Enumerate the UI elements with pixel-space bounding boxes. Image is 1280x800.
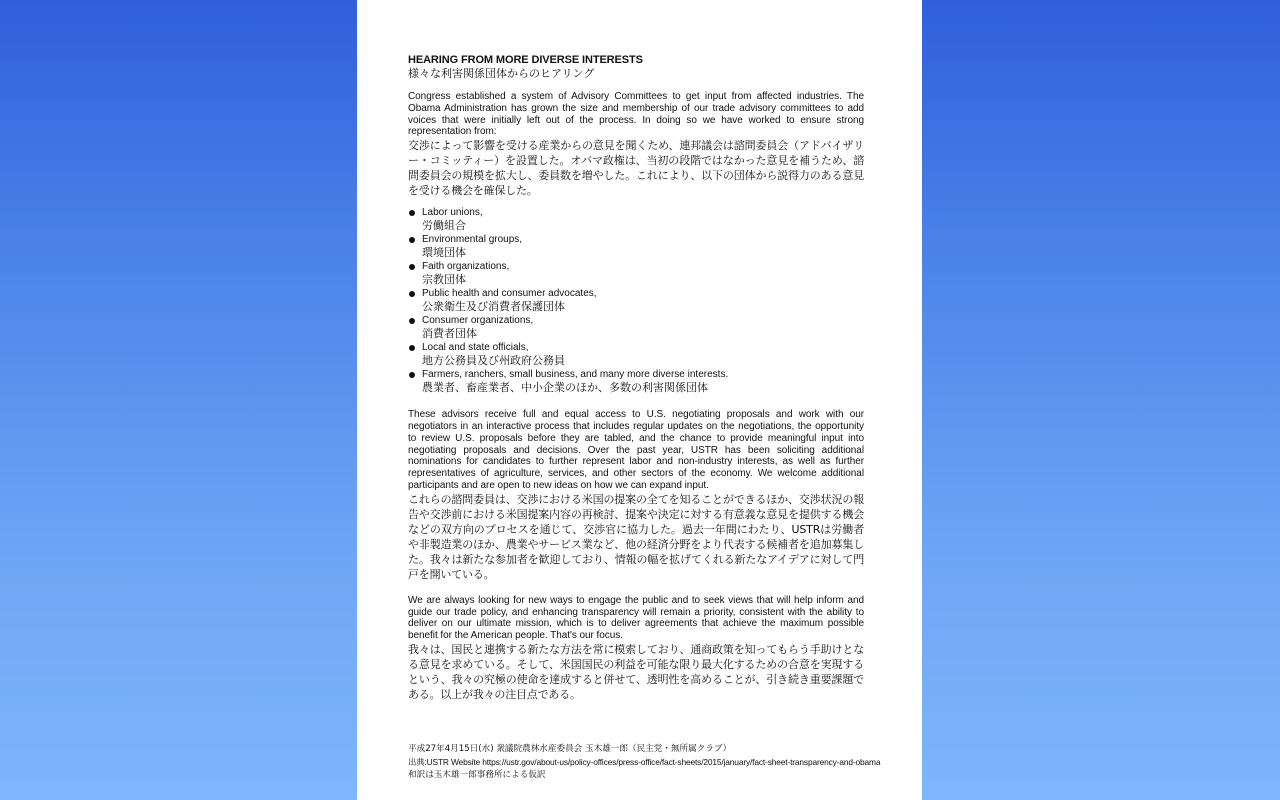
closing-paragraph-en: We are always looking for new ways to engage the public and to seek views that will help inform and guide our trade policy, and enhancing transparency will remain a priority, consistent with the ability to deliver on our ultimate mission, which is to deliver agreements that achieve the maximum possible benefit for the American people. That's our focus. [408, 594, 864, 642]
bullet-icon [409, 345, 415, 351]
advisors-paragraph-en: These advisors receive full and equal access to U.S. negotiating proposals and work with our negotiators in an interactive process that includes regular updates on the negotiations, the opportunity to review U.S. proposals before they are tabled, and the chance to provide meaningful input into negotiating proposals and decisions. Over the past year, USTR has been soliciting additional nominations for candidates to further represent labor and non-industry interests, as well as further representatives of agriculture, services, and other sectors of the economy. We welcome additional participants and are open to new ideas on how we can expand input. [408, 409, 864, 491]
section-title-en: HEARING FROM MORE DIVERSE INTERESTS [408, 54, 643, 66]
advisors-paragraph-ja: これらの諮問委員は、交渉における米国の提案の全てを知ることができるほか、交渉状況の報告や交渉前における米国提案内容の再検討、提案や決定に対する有意義な意見を提供する機会などの双方向のプロセスを通じて、交渉官に協力した。過去一年間にわたり、USTRは労働者や非製造業のほか、農業やサービス業など、他の経済分野をより代表する候補者を追加募集した。我々は新たな参加者を歓迎しており、情報の幅を拡げてくれる新たなアイデアに対して門戸を開いている。 [408, 492, 864, 581]
bullet-icon [409, 237, 415, 243]
footer-translation-note: 和訳は玉木雄一郎事務所による仮訳 [408, 770, 546, 780]
list-item-ja: 労働組合 [422, 219, 466, 233]
bullet-icon [409, 264, 415, 270]
list-item [408, 315, 864, 341]
list-item-en: Labor unions, [422, 207, 483, 219]
footer-source-line: 出典:USTR Website https://ustr.gov/about-us/policy-offices/press-office/fact-sheets/2015/january/fact-sheet-transparency-and-obama [408, 757, 881, 767]
document-footer [408, 743, 881, 782]
list-item-en: Public health and consumer advocates, [422, 288, 597, 300]
list-item [408, 234, 864, 260]
bullet-icon [409, 372, 415, 378]
list-item-ja: 環境団体 [422, 246, 466, 260]
bullet-icon [409, 210, 415, 216]
list-item-en: Environmental groups, [422, 234, 523, 246]
list-item-ja: 宗教団体 [422, 273, 466, 287]
footer-date-line: 平成27年4月15日(水) 衆議院農林水産委員会 玉木雄一郎（民主党・無所属クラブ） [408, 744, 732, 754]
list-item-ja: 消費者団体 [422, 327, 477, 341]
list-item [408, 342, 864, 368]
list-item [408, 288, 864, 314]
list-item [408, 261, 864, 287]
bullet-icon [409, 291, 415, 297]
closing-paragraph-ja: 我々は、国民と連携する新たな方法を常に模索しており、通商政策を知ってもらう手助けとなる意見を求めている。そして、米国国民の利益を可能な限り最大化するための合意を実現するという、我々の究極の使命を達成すると併せて、透明性を高めることが、引き続き重要課題である。以上が我々の注目点である。 [408, 642, 864, 701]
list-item-ja: 公衆衛生及び消費者保護団体 [422, 300, 565, 314]
intro-paragraph-ja: 交渉によって影響を受ける産業からの意見を聞くため、連邦議会は諮問委員会（アドバイザリー・コミッティー）を設置した。オバマ政権は、当初の段階ではなかった意見を補うため、諮問委員会の規模を拡大し、委員数を増やした。これにより、以下の団体から説得力のある意見を受ける機会を確保した。 [408, 139, 864, 198]
list-item-en: Consumer organizations, [422, 315, 534, 327]
document-page [357, 0, 922, 800]
list-item [408, 369, 864, 395]
list-item-en: Faith organizations, [422, 261, 510, 273]
intro-paragraph-en: Congress established a system of Advisory Committees to get input from affected industries. The Obama Administration has grown the size and membership of our trade advisory committees to add voices that were initially left out of the process. In doing so we have worked to ensure strong representation from: [408, 91, 864, 138]
list-item-en: Local and state officials, [422, 342, 529, 354]
list-item-en: Farmers, ranchers, small business, and many more diverse interests. [422, 369, 729, 381]
list-item [408, 207, 864, 233]
list-item-ja: 地方公務員及び州政府公務員 [422, 354, 565, 368]
representation-list [408, 207, 864, 395]
list-item-ja: 農業者、畜産業者、中小企業のほか、多数の利害関係団体 [422, 381, 708, 395]
bullet-icon [409, 318, 415, 324]
section-title-ja: 様々な利害関係団体からのヒアリング [408, 68, 595, 80]
